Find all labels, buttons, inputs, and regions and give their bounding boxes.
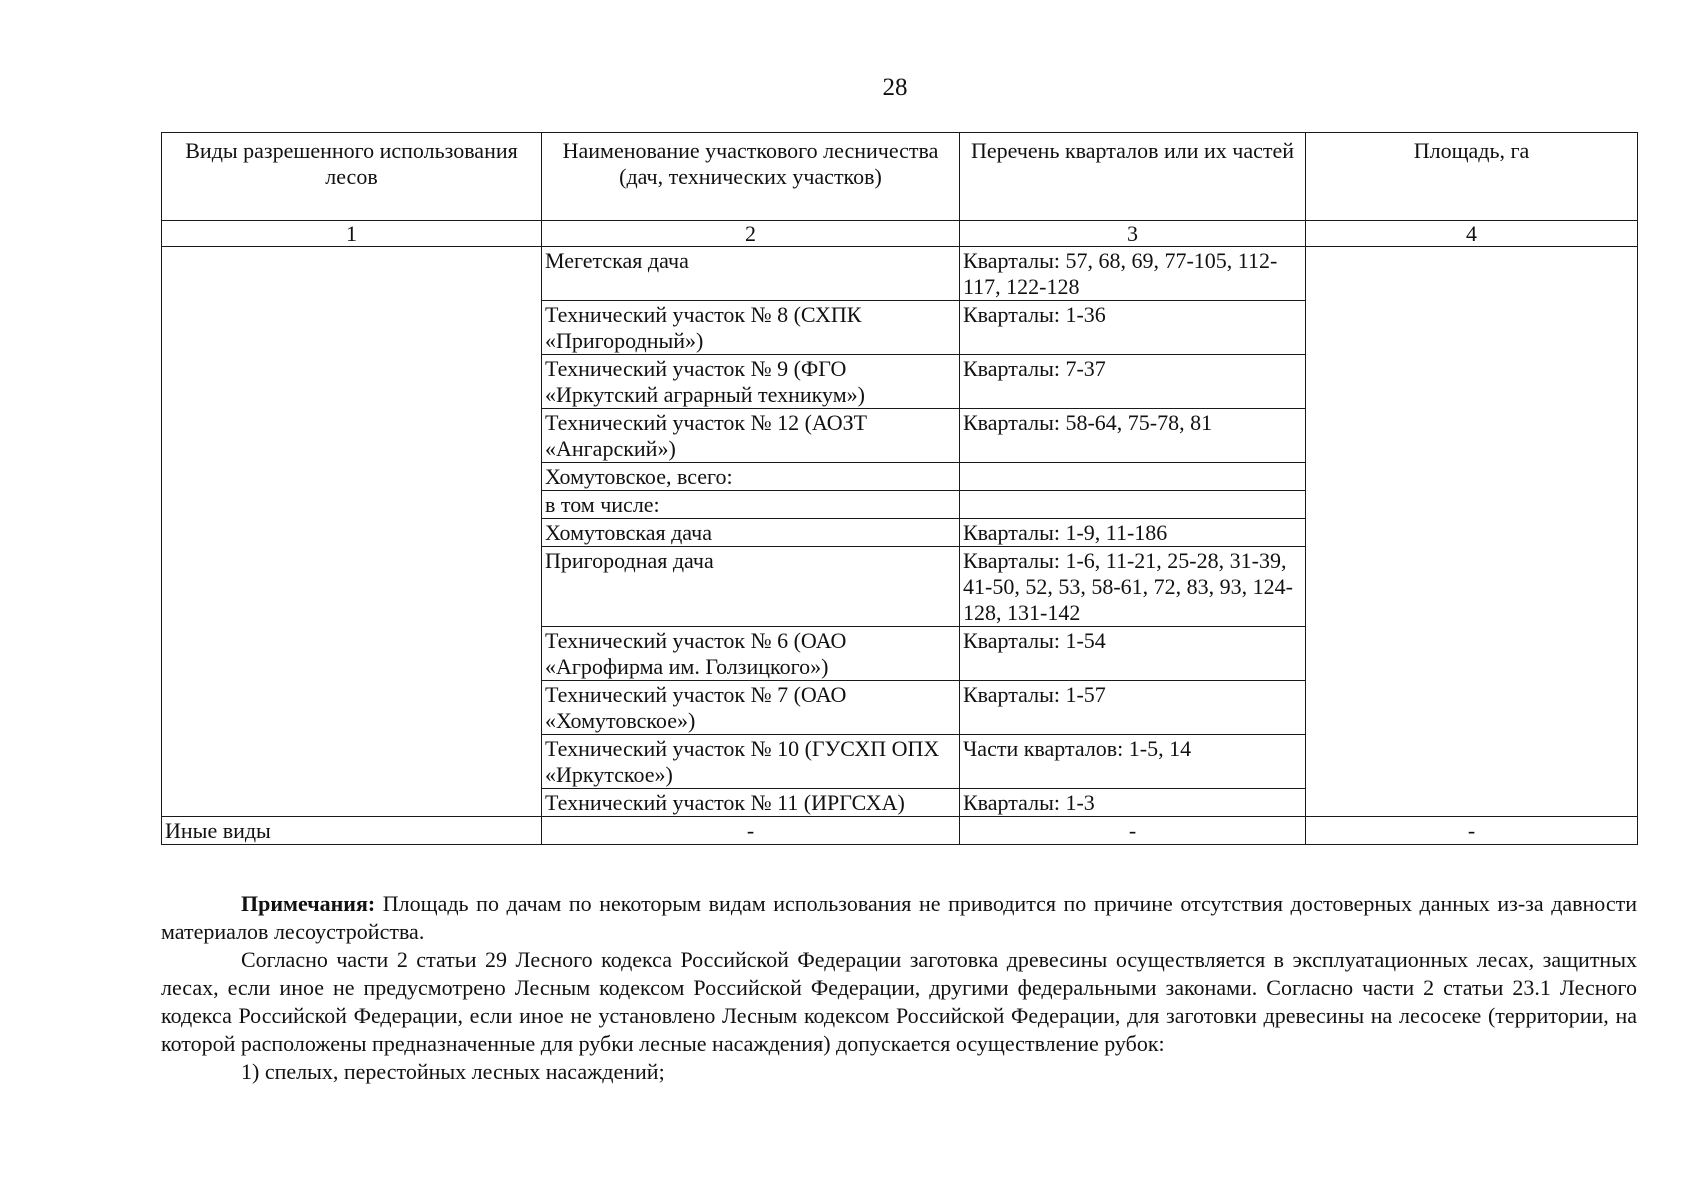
column-number: 4: [1306, 221, 1638, 247]
quarters-cell: Кварталы: 1-36: [960, 301, 1306, 355]
quarters-cell: Кварталы: 57, 68, 69, 77-105, 112-117, 122-128: [960, 247, 1306, 301]
forestry-name-cell: в том числе:: [542, 491, 960, 519]
note-text: Площадь по дачам по некоторым видам использования не приводится по причине отсутствия достоверных данных из-за давности материалов лесоустройства.: [161, 891, 1638, 944]
note-paragraph: [161, 890, 1637, 946]
column-number: 3: [960, 221, 1306, 247]
forestry-name-cell: Мегетская дача: [542, 247, 960, 301]
quarters-cell: Кварталы: 1-6, 11-21, 25-28, 31-39, 41-50, 52, 53, 58-61, 72, 83, 93, 124-128, 131-142: [960, 547, 1306, 627]
forestry-name-cell: Технический участок № 6 (ОАО «Агрофирма им. Голзицкого»): [542, 627, 960, 681]
forestry-name-cell: Хомутовская дача: [542, 519, 960, 547]
table-row: [162, 247, 1638, 301]
forestry-name-cell: Хомутовское, всего:: [542, 463, 960, 491]
use-type-cell: [162, 247, 542, 817]
quarters-cell: Кварталы: 1-9, 11-186: [960, 519, 1306, 547]
header-area: Площадь, га: [1306, 133, 1638, 221]
header-use-type: Виды разрешенного использования лесов: [162, 133, 542, 221]
forestry-name-cell: Технический участок № 7 (ОАО «Хомутовское»): [542, 681, 960, 735]
list-item: 1) спелых, перестойных лесных насаждений;: [241, 1059, 665, 1084]
quarters-cell: Кварталы: 1-54: [960, 627, 1306, 681]
forestry-name-cell: -: [542, 817, 960, 845]
area-cell: [1306, 247, 1638, 817]
quarters-cell: [960, 463, 1306, 491]
quarters-cell: Части кварталов: 1-5, 14: [960, 735, 1306, 789]
header-forestry-name: Наименование участкового лесничества (дач, технических участков): [542, 133, 960, 221]
forest-use-table: [161, 132, 1638, 845]
page-number: 28: [882, 74, 908, 101]
quarters-cell: Кварталы: 1-3: [960, 789, 1306, 817]
forestry-name-cell: Технический участок № 12 (АОЗТ «Ангарский»): [542, 409, 960, 463]
area-cell: -: [1306, 817, 1638, 845]
forestry-name-cell: Технический участок № 8 (СХПК «Пригородный»): [542, 301, 960, 355]
quarters-cell: Кварталы: 1-57: [960, 681, 1306, 735]
column-number: 2: [542, 221, 960, 247]
header-quarters: Перечень кварталов или их частей: [960, 133, 1306, 221]
forestry-name-cell: Технический участок № 9 (ФГО «Иркутский аграрный техникум»): [542, 355, 960, 409]
forestry-name-cell: Технический участок № 11 (ИРГСХА): [542, 789, 960, 817]
column-number: 1: [162, 221, 542, 247]
column-number-row: [162, 221, 1638, 247]
forestry-name-cell: Технический участок № 10 (ГУСХП ОПХ «Иркутское»): [542, 735, 960, 789]
table-row-other-uses: [162, 817, 1638, 845]
quarters-cell: [960, 491, 1306, 519]
notes-section: [161, 890, 1637, 1086]
quarters-cell: Кварталы: 58-64, 75-78, 81: [960, 409, 1306, 463]
notes-label: Примечания:: [241, 891, 376, 916]
quarters-cell: -: [960, 817, 1306, 845]
table-header-row: [162, 133, 1638, 221]
note-paragraph: Согласно части 2 статьи 29 Лесного кодекса Российской Федерации заготовка древесины осуществляется в эксплуатационных лесах, защитных лесах, если иное не предусмотрено Лесным кодексом Российской Федерации, другими федеральными законами. Согласно части 2 статьи 23.1 Лесного кодекса Российской Федерации, если иное не установлено Лесным кодексом Российской Федерации, для заготовки древесины на лесосеке (территории, на которой расположены предназначенные для рубки лесные насаждения) допускается осуществление рубок:: [161, 947, 1637, 1056]
quarters-cell: Кварталы: 7-37: [960, 355, 1306, 409]
forestry-name-cell: Пригородная дача: [542, 547, 960, 627]
use-type-cell: Иные виды: [162, 817, 542, 845]
